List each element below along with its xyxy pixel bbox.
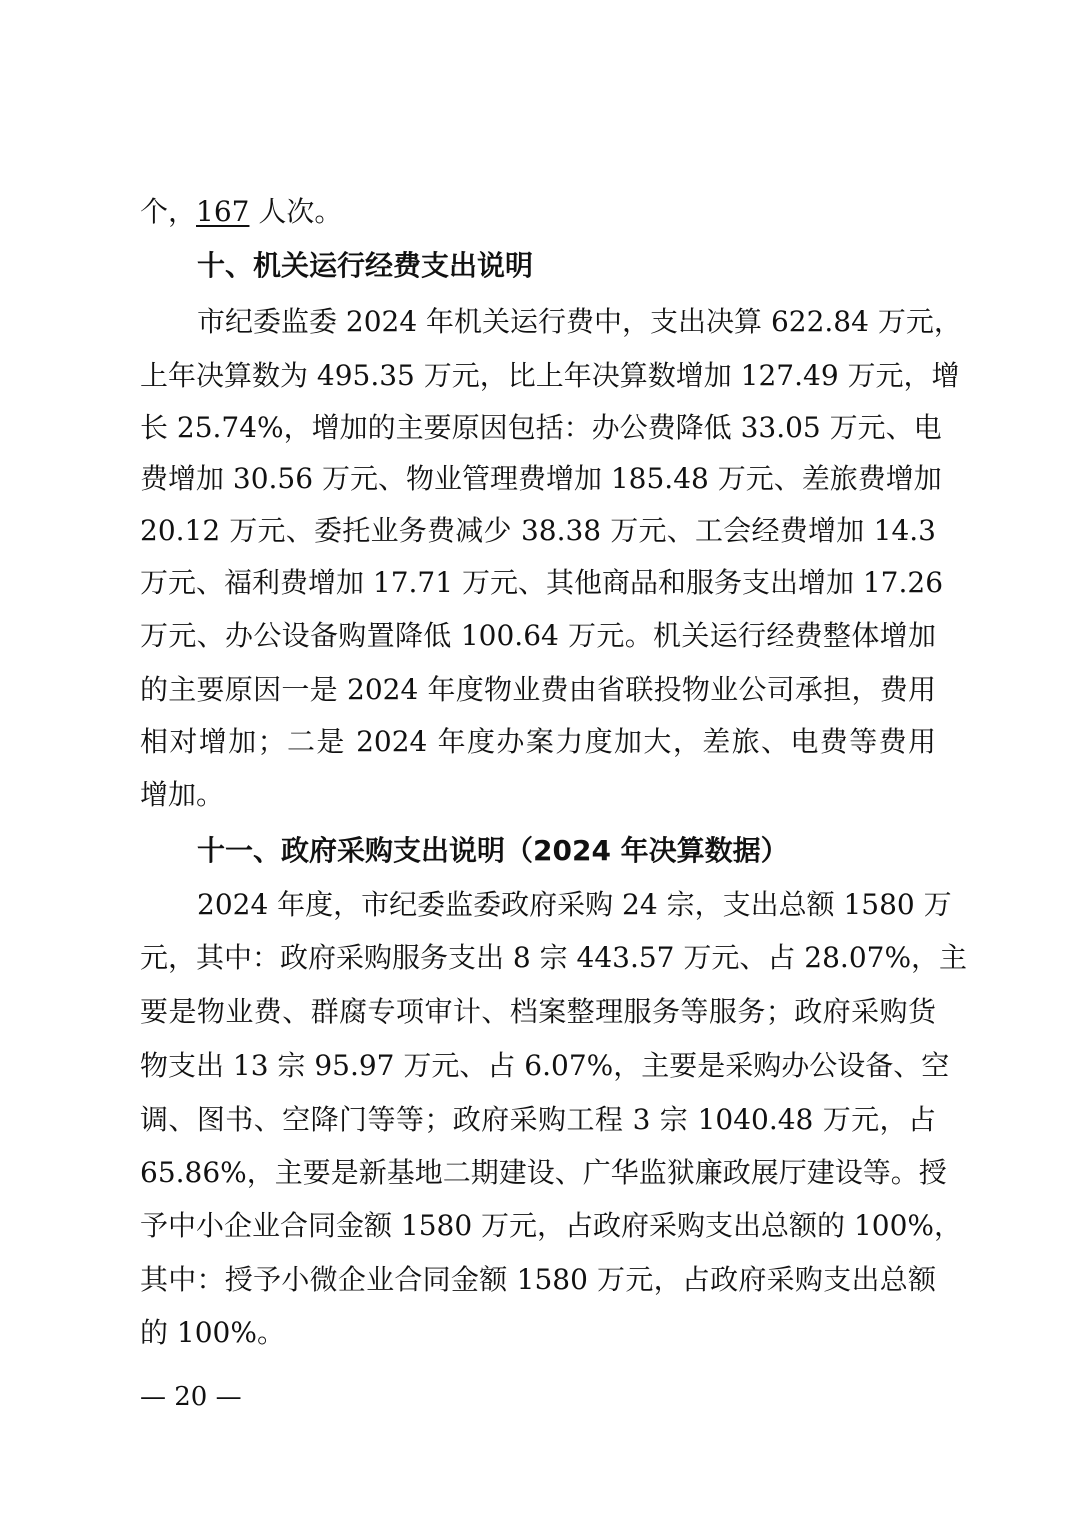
page-number: — 20 — [140, 1382, 242, 1412]
paragraph-line: 的 100%。 [140, 1316, 285, 1349]
paragraph-line: 上年决算数为 495.35 万元，比上年决算数增加 127.49 万元，增 [140, 359, 960, 392]
paragraph-line: 65.86%，主要是新基地二期建设、广华监狱廉政展厅建设等。授 [140, 1156, 947, 1189]
paragraph-line: 相对增加；二是 2024 年度办案力度加大，差旅、电费等费用 [140, 725, 936, 758]
paragraph-line: 万元、办公设备购置降低 100.64 万元。机关运行经费整体增加 [140, 619, 936, 652]
paragraph-line: 2024 年度，市纪委监委政府采购 24 宗，支出总额 1580 万 [197, 888, 952, 921]
paragraph-line: 的主要原因一是 2024 年度物业费由省联投物业公司承担，费用 [140, 673, 936, 706]
paragraph-line: 调、图书、空降门等等；政府采购工程 3 宗 1040.48 万元，占 [140, 1103, 936, 1136]
paragraph-line: 元，其中：政府采购服务支出 8 宗 443.57 万元、占 28.07%，主 [140, 941, 968, 974]
paragraph-line: 其中：授予小微企业合同金额 1580 万元，占政府采购支出总额 [140, 1263, 936, 1296]
paragraph-line: 费增加 30.56 万元、物业管理费增加 185.48 万元、差旅费增加 [140, 462, 942, 495]
intro-line [140, 192, 936, 232]
paragraph-line: 长 25.74%，增加的主要原因包括：办公费降低 33.05 万元、电 [140, 411, 942, 444]
paragraph-line: 20.12 万元、委托业务费减少 38.38 万元、工会经费增加 14.3 [140, 514, 936, 547]
paragraph-line: 物支出 13 宗 95.97 万元、占 6.07%，主要是采购办公设备、空 [140, 1049, 950, 1082]
section-heading: 十、机关运行经费支出说明 [197, 249, 534, 282]
paragraph-line: 市纪委监委 2024 年机关运行费中，支出决算 622.84 万元， [197, 305, 962, 338]
section-heading: 十一、政府采购支出说明（2024 年决算数据） [197, 834, 789, 867]
underlined-count: 167 [196, 195, 250, 228]
intro-suffix: 人次。 [249, 195, 343, 228]
paragraph-line: 增加。 [140, 778, 225, 811]
intro-prefix: 个， [140, 195, 197, 228]
paragraph-line: 要是物业费、群腐专项审计、档案整理服务等服务；政府采购货 [140, 995, 936, 1028]
paragraph-line: 万元、福利费增加 17.71 万元、其他商品和服务支出增加 17.26 [140, 566, 944, 599]
paragraph-line: 予中小企业合同金额 1580 万元，占政府采购支出总额的 100%， [140, 1209, 963, 1242]
